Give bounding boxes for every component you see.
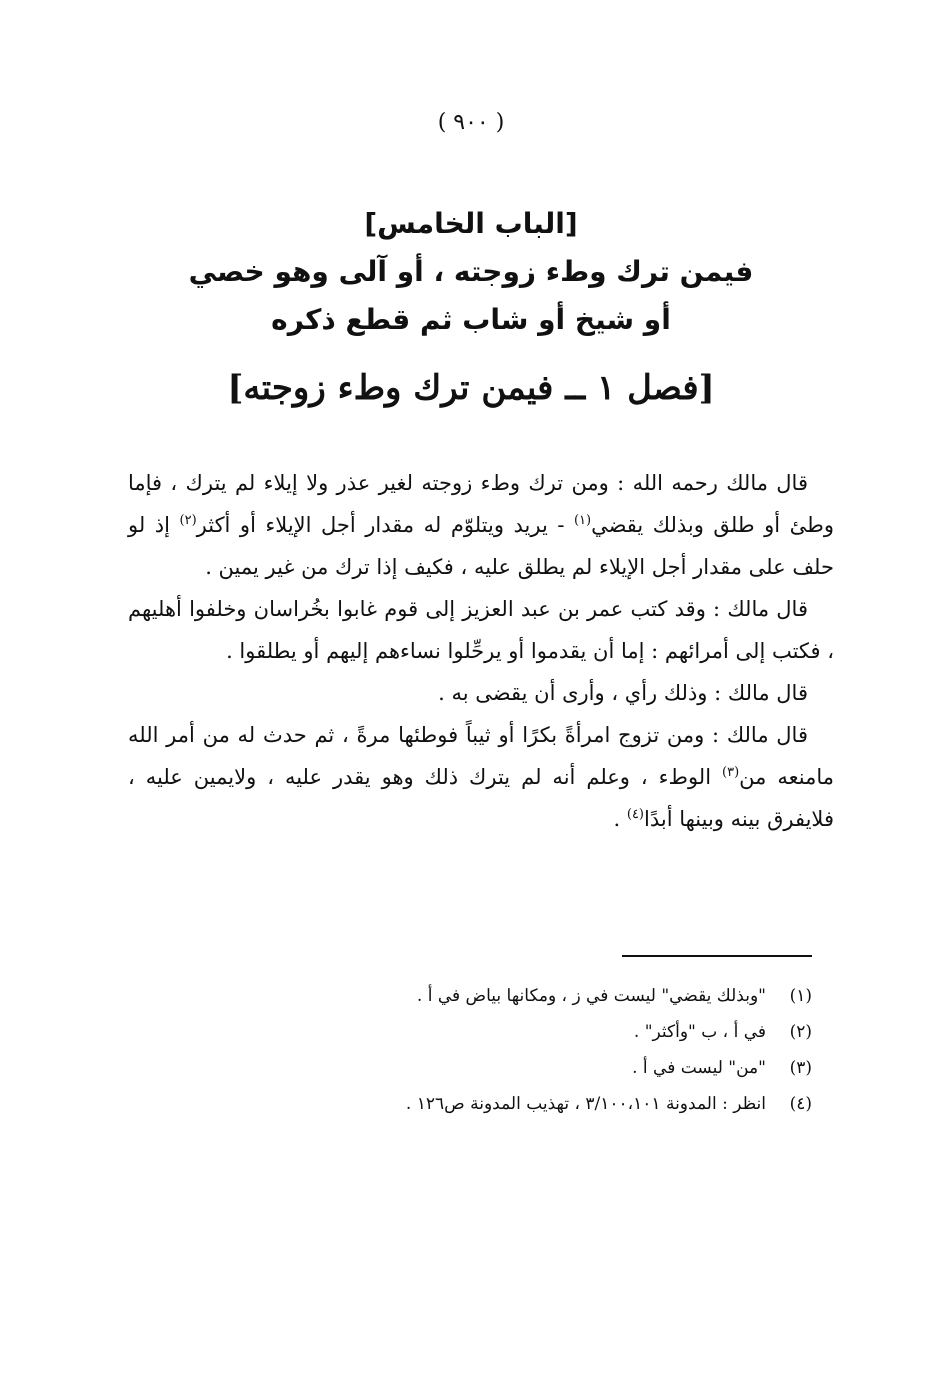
footnote-text: في أ ، ب "وأكثر" .	[633, 1022, 766, 1042]
section-title: [فصل ١ ــ فيمن ترك وطء زوجته]	[227, 368, 715, 408]
paragraph-4	[128, 714, 834, 840]
footnote-text: "من" ليست في أ .	[632, 1058, 766, 1078]
footnote-ref-4: (٤)	[626, 807, 644, 822]
footnote-item	[252, 1086, 812, 1122]
footnote-number: (٣)	[789, 1058, 812, 1078]
footnote-number: (٤)	[789, 1094, 812, 1114]
chapter-subtitle-line-2: أو شيخ أو شاب ثم قطع ذكره	[271, 303, 671, 336]
footnotes	[252, 978, 812, 1122]
footnote-ref-3: (٣)	[722, 765, 740, 780]
paragraph-4-part-c: .	[613, 807, 627, 831]
paragraph-4-part-a: قال مالك : ومن تزوج امرأةً بكرًا أو ثيباً فوطئها مرةً ، ثم حدث له من أمر الله مامنعه من	[128, 723, 834, 789]
footnote-item	[252, 1014, 812, 1050]
paragraph-1-part-b: - يريد ويتلوّم له مقدار أجل الإيلاء أو أكثر	[196, 513, 574, 537]
paragraph-4-part-b: الوطء ، وعلم أنه لم يترك ذلك وهو يقدر عليه ، ولايمين عليه ، فلايفرق بينه وبينها أبدًا	[128, 765, 834, 831]
body-text	[128, 462, 834, 840]
paragraph-1	[128, 462, 834, 588]
footnote-divider	[622, 955, 812, 957]
footnote-ref-2: (٢)	[179, 513, 197, 528]
footnote-number: (١)	[789, 986, 812, 1006]
chapter-heading	[0, 200, 942, 344]
footnote-ref-1: (١)	[573, 513, 592, 528]
footnote-text: انظر : المدونة ٣/١٠٠،١٠١ ، تهذيب المدونة ص١٢٦ .	[405, 1094, 766, 1114]
footnote-item	[252, 1050, 812, 1086]
footnote-number: (٢)	[789, 1022, 812, 1042]
paragraph-2: قال مالك : وقد كتب عمر بن عبد العزيز إلى قوم غابوا بخُراسان وخلفوا أهليهم ، فكتب إلى أمرائهم : إما أن يقدموا أو يرحِّلوا نساءهم إليهم أو يطلقوا .	[128, 597, 834, 663]
footnote-item	[252, 978, 812, 1014]
footnote-text: "وبذلك يقضي" ليست في ز ، ومكانها بياض في أ .	[416, 986, 766, 1006]
page-number: ( ٩٠٠ )	[437, 110, 505, 135]
paragraph-3: قال مالك : وذلك رأي ، وأرى أن يقضى به .	[438, 681, 808, 705]
chapter-subtitle-line-1: فيمن ترك وطء زوجته ، أو آلى وهو خصي	[188, 255, 754, 288]
paragraph-1-part-c: إذ لو حلف على مقدار أجل الإيلاء لم يطلق عليه ، فكيف إذا ترك من غير يمين .	[128, 513, 834, 579]
chapter-title: [الباب الخامس]	[364, 207, 578, 240]
paragraph-1-part-a: قال مالك رحمه الله : ومن ترك وطء زوجته لغير عذر ولا إيلاء لم يترك ، فإما وطئ أو طلق وبذلك يقضي	[128, 471, 834, 537]
